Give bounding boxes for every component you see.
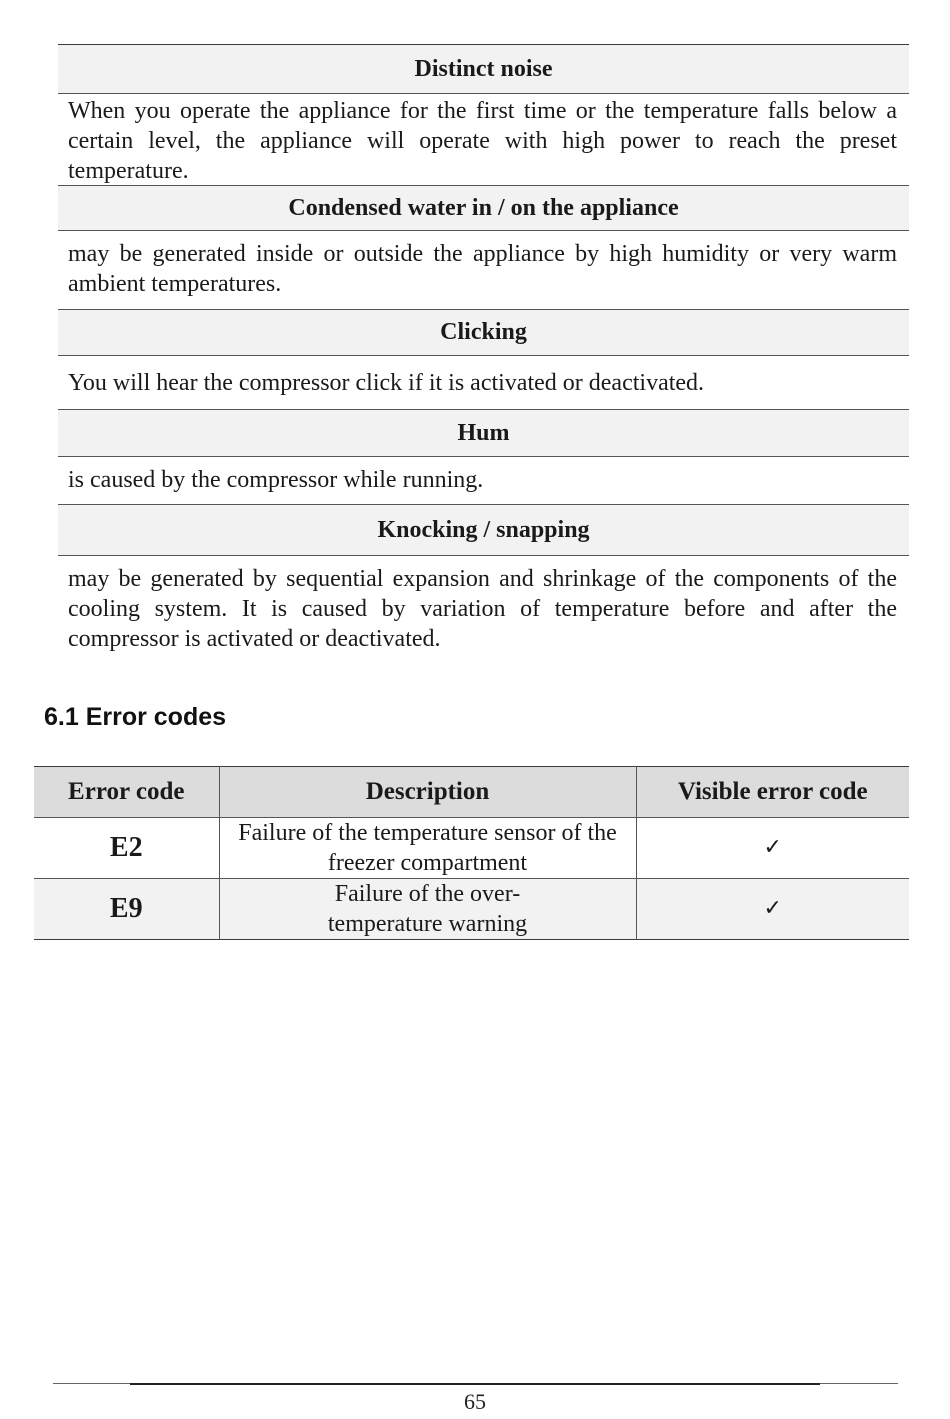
noise-heading-hum: Hum (58, 410, 909, 457)
description-text: Failure of the over-temperature warning (327, 881, 528, 937)
header-error-code: Error code (34, 767, 219, 818)
noise-text-condensed: may be generated inside or outside the appliance by high humidity or very warm ambient temperatures. (58, 231, 909, 310)
error-code-cell: E2 (34, 818, 219, 879)
noise-heading-clicking: Clicking (58, 310, 909, 356)
description-text: Failure of the temperature sensor of the freezer compartment (238, 820, 617, 876)
error-codes-table (34, 766, 909, 940)
description-cell (219, 879, 636, 940)
noise-heading-knocking: Knocking / snapping (58, 505, 909, 556)
header-visible-error-code: Visible error code (636, 767, 909, 818)
noise-table (58, 44, 909, 656)
page-number: 65 (464, 1389, 486, 1414)
section-title: 6.1 Error codes (44, 703, 227, 731)
checkmark-icon: ✓ (636, 818, 909, 879)
table-row (34, 879, 909, 940)
noise-text-distinct: When you operate the appliance for the first time or the temperature falls below a certain level, the appliance will operate with high power to reach the preset temperature. (58, 94, 909, 186)
description-cell (219, 818, 636, 879)
noise-heading-condensed: Condensed water in / on the appliance (58, 186, 909, 231)
noise-text-hum: is caused by the compressor while running. (58, 457, 909, 505)
table-row (34, 818, 909, 879)
noise-heading-distinct: Distinct noise (58, 45, 909, 94)
table-header-row (34, 767, 909, 818)
footer-divider-accent (130, 1383, 820, 1385)
error-code-cell: E9 (34, 879, 219, 940)
noise-text-clicking: You will hear the compressor click if it is activated or deactivated. (58, 356, 909, 410)
noise-text-knocking: may be generated by sequential expansion and shrinkage of the components of the cooling system. It is caused by variation of temperature before and after the compressor is activated or deactivated. (68, 566, 897, 652)
checkmark-icon: ✓ (636, 879, 909, 940)
header-description: Description (219, 767, 636, 818)
